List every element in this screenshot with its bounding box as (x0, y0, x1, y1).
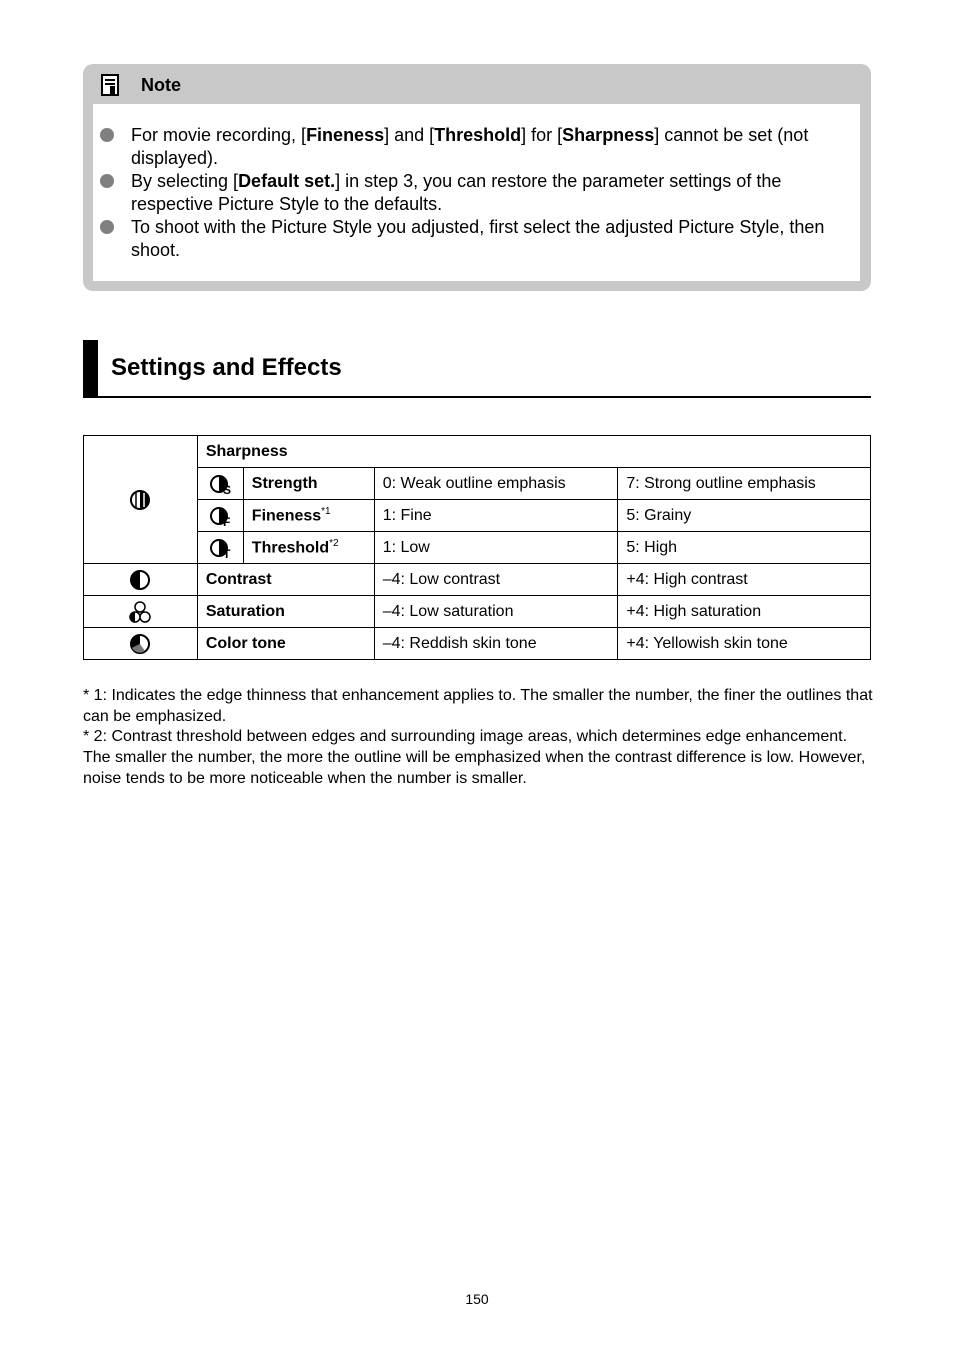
threshold-icon (209, 539, 231, 559)
svg-text:S: S (223, 482, 232, 495)
svg-text:T: T (223, 546, 231, 559)
fineness-icon (209, 507, 231, 527)
saturation-icon-cell (84, 596, 198, 628)
strength-label: Strength (243, 468, 374, 500)
note-item: To shoot with the Picture Style you adjusted, first select the adjusted Picture Style, then shoot. (93, 216, 860, 262)
settings-table (83, 435, 871, 660)
strength-icon (209, 475, 232, 495)
note-header (83, 64, 871, 104)
fineness-low: 1: Fine (374, 500, 618, 532)
note-item: For movie recording, [Fineness] and [Threshold] for [Sharpness] cannot be set (not displayed). (93, 124, 860, 170)
strength-icon-cell (197, 468, 243, 500)
threshold-high: 5: High (618, 532, 871, 564)
color-tone-label: Color tone (197, 628, 374, 660)
note-body (93, 104, 860, 281)
contrast-high: +4: High contrast (618, 564, 871, 596)
sharpness-icon (129, 491, 151, 508)
note-title: Note (141, 75, 181, 95)
saturation-high: +4: High saturation (618, 596, 871, 628)
bullet-icon (100, 174, 114, 188)
note-box (83, 64, 871, 291)
fineness-icon-cell (197, 500, 243, 532)
sharpness-label: Sharpness (197, 436, 870, 468)
table-row (84, 564, 871, 596)
contrast-icon-cell (84, 564, 198, 596)
note-item: By selecting [Default set.] in step 3, you can restore the parameter settings of the respective Picture Style to the defaults. (93, 170, 860, 216)
table-row (84, 468, 871, 500)
contrast-low: –4: Low contrast (374, 564, 618, 596)
strength-high: 7: Strong outline emphasis (618, 468, 871, 500)
section-title: Settings and Effects (111, 354, 342, 381)
saturation-icon (128, 603, 152, 620)
svg-text:F: F (223, 514, 231, 527)
contrast-label: Contrast (197, 564, 374, 596)
saturation-low: –4: Low saturation (374, 596, 618, 628)
fineness-high: 5: Grainy (618, 500, 871, 532)
bullet-icon (100, 220, 114, 234)
threshold-icon-cell (197, 532, 243, 564)
saturation-label: Saturation (197, 596, 374, 628)
note-icon (101, 74, 119, 96)
bullet-icon (100, 128, 114, 142)
table-row (84, 500, 871, 532)
footnote-2: * 2: Contrast threshold between edges and surrounding image areas, which determines edge enhancement. The smaller the number, the more the outline will be emphasized when the contrast difference is low. However, noise tends to be more noticeable when the number is smaller. (83, 728, 866, 787)
fineness-label: Fineness$^{*1}$ (243, 500, 374, 532)
color-tone-low: –4: Reddish skin tone (374, 628, 618, 660)
table-row (84, 596, 871, 628)
section-bar (83, 340, 98, 396)
contrast-icon (129, 571, 151, 588)
sharpness-icon-cell (84, 436, 198, 564)
color-tone-icon (129, 635, 151, 652)
color-tone-icon-cell (84, 628, 198, 660)
table-row (84, 436, 871, 468)
threshold-label: Threshold$^{*2}$ (243, 532, 374, 564)
strength-low: 0: Weak outline emphasis (374, 468, 618, 500)
section-header (83, 340, 871, 398)
table-row (84, 532, 871, 564)
table-row (84, 628, 871, 660)
note-list (93, 124, 860, 262)
threshold-low: 1: Low (374, 532, 618, 564)
color-tone-high: +4: Yellowish skin tone (618, 628, 871, 660)
footnote-1: * 1: Indicates the edge thinness that enhancement applies to. The smaller the number, the finer the outlines that can be emphasized. (83, 687, 873, 725)
footnotes (83, 686, 873, 790)
page-number: 150 (465, 1291, 489, 1307)
